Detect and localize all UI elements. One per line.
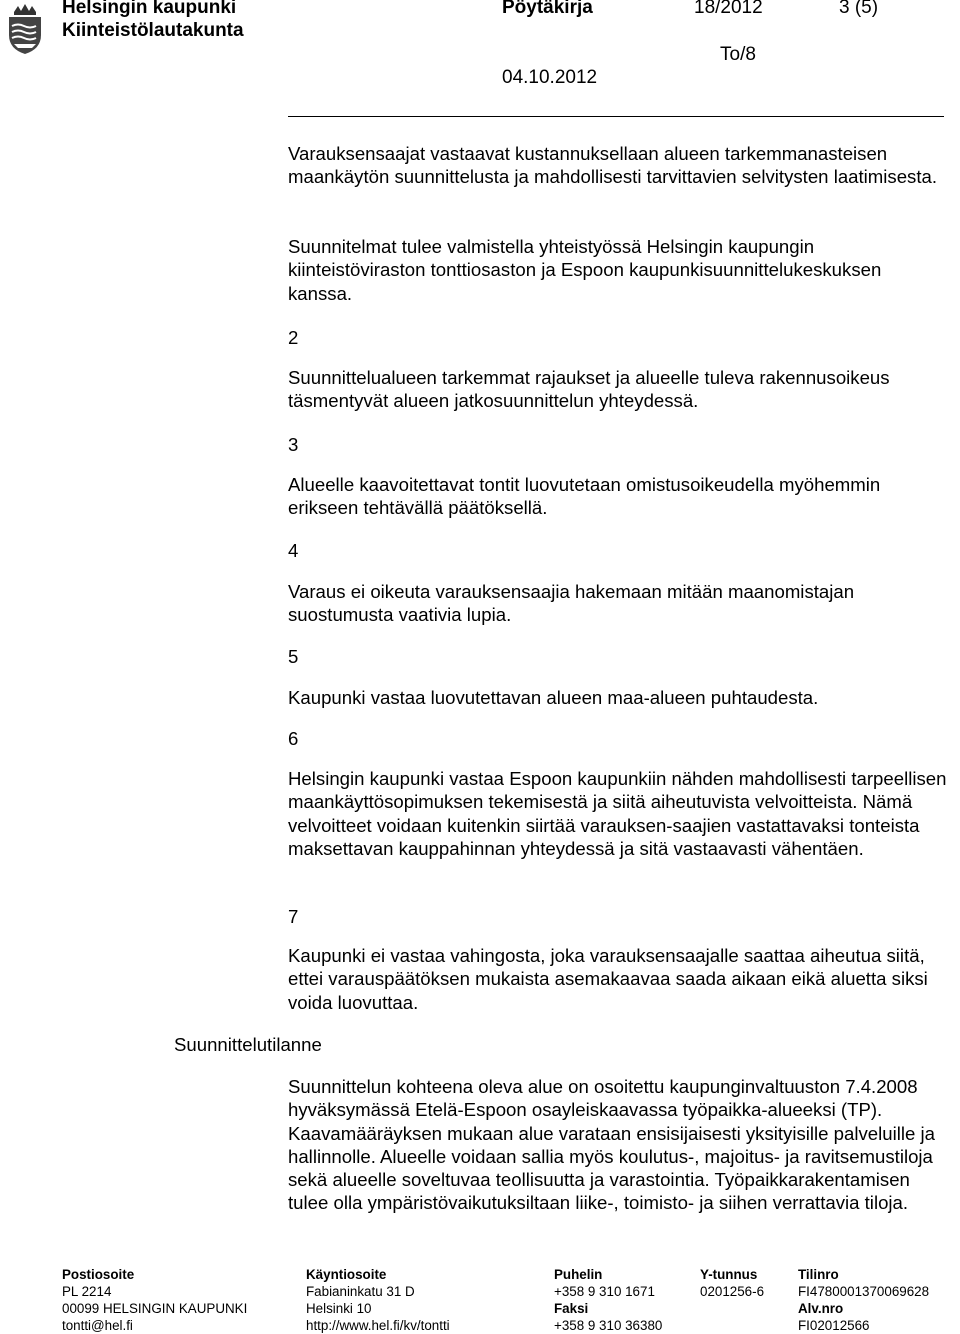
footer-visit: [306, 1266, 450, 1334]
account-label: Tilinro: [798, 1267, 839, 1282]
email-link[interactable]: tontti@hel.fi: [62, 1318, 133, 1333]
item-number-7: 7: [288, 906, 299, 927]
document-type: Pöytäkirja: [502, 0, 593, 18]
item-number-4: 4: [288, 540, 299, 561]
department-name: Kiinteistölautakunta: [62, 20, 244, 41]
vat-number: FI02012566: [798, 1318, 870, 1333]
item-number-2: 2: [288, 327, 299, 348]
account-number: FI4780001370069628: [798, 1284, 930, 1299]
ytunnus-label: Y-tunnus: [700, 1267, 758, 1282]
helsinki-crest-icon: [4, 2, 46, 56]
meeting-date: 04.10.2012: [502, 67, 598, 88]
vat-label: Alv.nro: [798, 1301, 844, 1316]
ytunnus-value: 0201256-6: [700, 1284, 765, 1299]
paragraph-3: Suunnittelualueen tarkemmat rajaukset ja alueelle tuleva rakennusoikeus täsmentyvät alueen jatkosuunnittelun yhteydessä.: [288, 367, 890, 412]
footer-ytunnus: [700, 1266, 764, 1300]
item-number-6: 6: [288, 728, 299, 749]
visit-label: Käyntiosoite: [306, 1267, 387, 1282]
postal-city: 00099 HELSINGIN KAUPUNKI: [62, 1301, 248, 1316]
document-number: 18/2012: [694, 0, 763, 18]
phone-label: Puhelin: [554, 1267, 603, 1282]
page-number: 3 (5): [839, 0, 879, 18]
paragraph-7: Helsingin kaupunki vastaa Espoon kaupunkiin nähden mahdollisesti tarpeellisen maankäyttösopimuksen tekemisestä ja siitä aiheutuvista velvoitteista. Nämä velvoitteet voidaan kuitenkin siirtää varauksen-saajien vastattavaksi tonteista maksettavan kauppahinnan yhteydessä ja sitä vastaavasti vähentäen.: [288, 768, 947, 859]
paragraph-5: Varaus ei oikeuta varauksensaajia hakemaan mitään maanomistajan suostumusta vaativia lupia.: [288, 581, 855, 626]
item-number-3: 3: [288, 434, 299, 455]
paragraph-8: Kaupunki ei vastaa vahingosta, joka varauksensaajalle saattaa aiheutua siitä, ettei varauspäätöksen mukaista asemakaavaa saada aikaan eikä aluetta siksi voida luovuttaa.: [288, 945, 928, 1013]
paragraph-9: Suunnittelun kohteena oleva alue on osoitettu kaupunginvaltuuston 7.4.2008 hyväksymässä Etelä-Espoon osayleiskaavassa työpaikka-alueeksi (TP). Kaavamääräyksen mukaan alue varataan ensisijaisesti yksityisille palveluille ja hallinnolle. Alueelle voidaan sallia myös koulutus-, majoitus- ja ravitsemustiloja sekä alueelle soveltuvaa teollisuutta ja varastointia. Työpaikkarakentamisen tulee olla ympäristövaikutuksiltaan liike-, toimisto- ja siihen verrattavia tiloja.: [288, 1076, 935, 1214]
web-link[interactable]: http://www.hel.fi/kv/tontti: [306, 1318, 450, 1333]
fax-label: Faksi: [554, 1301, 589, 1316]
paragraph-2: Suunnitelmat tulee valmistella yhteistyössä Helsingin kaupungin kiinteistöviraston tonttiosaston ja Espoon kaupunkisuunnittelukeskuksen kanssa.: [288, 236, 882, 304]
postal-box: PL 2214: [62, 1284, 112, 1299]
visit-street: Fabianinkatu 31 D: [306, 1284, 415, 1299]
paragraph-4: Alueelle kaavoitettavat tontit luovutetaan omistusoikeudella myöhemmin erikseen tehtävällä päätöksellä.: [288, 474, 881, 519]
visit-city: Helsinki 10: [306, 1301, 372, 1316]
postal-label: Postiosoite: [62, 1267, 135, 1282]
org-name: Helsingin kaupunki: [62, 0, 237, 18]
paragraph-1: Varauksensaajat vastaavat kustannuksellaan alueen tarkemmanasteisen maankäytön suunnittelusta ja mahdollisesti tarvittavien selvitysten laatimisesta.: [288, 143, 938, 188]
reference-code: To/8: [720, 44, 756, 65]
section-heading: Suunnittelutilanne: [174, 1034, 322, 1055]
footer-account: [798, 1266, 929, 1334]
phone-number: +358 9 310 1671: [554, 1284, 655, 1299]
item-number-5: 5: [288, 646, 299, 667]
footer-postal: [62, 1266, 247, 1334]
header-rule: [288, 116, 944, 117]
footer-phone: [554, 1266, 662, 1334]
fax-number: +358 9 310 36380: [554, 1318, 663, 1333]
paragraph-6: Kaupunki vastaa luovutettavan alueen maa-alueen puhtaudesta.: [288, 687, 819, 708]
